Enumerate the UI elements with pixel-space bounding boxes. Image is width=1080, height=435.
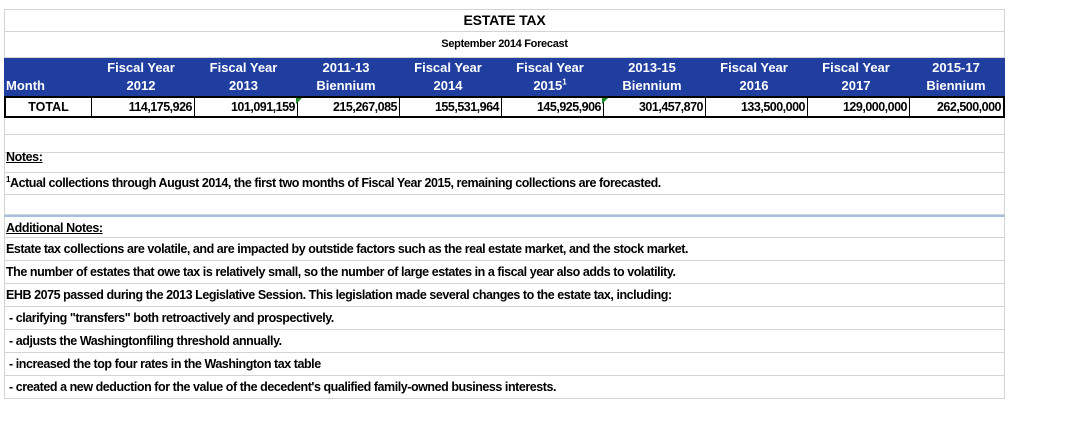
header-line1: Fiscal Year [209,60,278,75]
header-line2: Biennium [622,78,682,93]
report-title: ESTATE TAX [463,12,546,28]
column-header [295,58,397,96]
notes-heading: Notes: [6,150,43,164]
header-line2: 2017 [841,78,871,93]
column-header [805,58,907,96]
header-line2: 2012 [126,78,156,93]
header-line2: 2016 [739,78,769,93]
grid-row [4,238,1005,261]
total-cell[interactable]: 129,000,000 [807,98,909,116]
report-subtitle: September 2014 Forecast [441,38,568,50]
header-line2: 2014 [433,78,463,93]
header-line1: Fiscal Year [414,60,482,75]
column-header [703,58,805,96]
grid-row [4,307,1005,330]
comment-indicator-icon [602,98,608,104]
header-line1: Fiscal Year [822,60,890,75]
total-label: TOTAL [28,100,69,114]
header-line1: Fiscal Year [516,60,584,75]
column-header [499,58,601,96]
header-line1: Fiscal Year [720,60,788,75]
additional-note-line: - created a new deduction for the value of the decedent's qualified family-owned business interests. [6,380,557,394]
comment-indicator-icon [296,98,302,104]
header-line2: Biennium [926,78,986,93]
column-header [192,58,295,96]
total-cell[interactable]: 114,175,926 [91,98,194,116]
header-line2: 2013 [229,78,258,93]
grid-row [4,217,1005,238]
total-cell[interactable]: 155,531,964 [399,98,501,116]
grid-row [4,376,1005,399]
column-header [397,58,499,96]
grid-row [4,173,1005,195]
header-line1: 2015-17 [932,60,980,75]
header-line1: 2013-15 [628,60,676,75]
grid-row [4,118,1005,135]
total-cell[interactable]: 262,500,000 [909,98,1003,116]
header-line1: 2011-13 [322,60,370,75]
additional-note-line: EHB 2075 passed during the 2013 Legislative Session. This legislation made several changes to the estate tax, including: [6,288,672,302]
header-line2 [499,77,601,95]
column-header [907,58,1005,96]
grid-row [4,353,1005,376]
additional-note-line: - increased the top four rates in the Washington tax table [6,357,321,371]
total-cell[interactable]: 215,267,085 [297,98,399,116]
additional-note-line: - clarifying "transfers" both retroactively and prospectively. [6,311,334,325]
grid-row [4,330,1005,353]
total-cell[interactable]: 101,091,159 [194,98,297,116]
footnote-mark: 1 [6,175,10,184]
total-row [4,96,1005,118]
additional-note-line: Estate tax collections are volatile, and are impacted by outstide factors such as the real estate market, and the stock market. [6,242,689,256]
header-line2: Biennium [316,78,376,93]
total-cell[interactable]: 133,500,000 [705,98,807,116]
grid-row [4,284,1005,307]
additional-notes-heading: Additional Notes: [6,221,103,235]
header-line1: Fiscal Year [107,60,175,75]
footnote-superscript: 1 [562,77,567,87]
grid-row [4,135,1005,153]
column-header [90,58,192,96]
month-header: Month [6,78,45,93]
grid-row [4,153,1005,173]
header-year: 2015 [533,78,563,93]
grid-row [4,261,1005,284]
total-cell[interactable]: 145,925,906 [501,98,603,116]
column-header [601,58,703,96]
grid-row [4,195,1005,215]
additional-note-line: - adjusts the Washingtonfiling threshold annually. [6,334,282,348]
additional-note-line: The number of estates that owe tax is relatively small, so the number of large estates in a fiscal year also adds to volatility. [6,265,676,279]
column-header-row [4,58,1005,96]
total-cell[interactable]: 301,457,870 [603,98,705,116]
footnote-body: Actual collections through August 2014, the first two months of Fiscal Year 2015, remaining collections are forecasted. [10,176,661,191]
